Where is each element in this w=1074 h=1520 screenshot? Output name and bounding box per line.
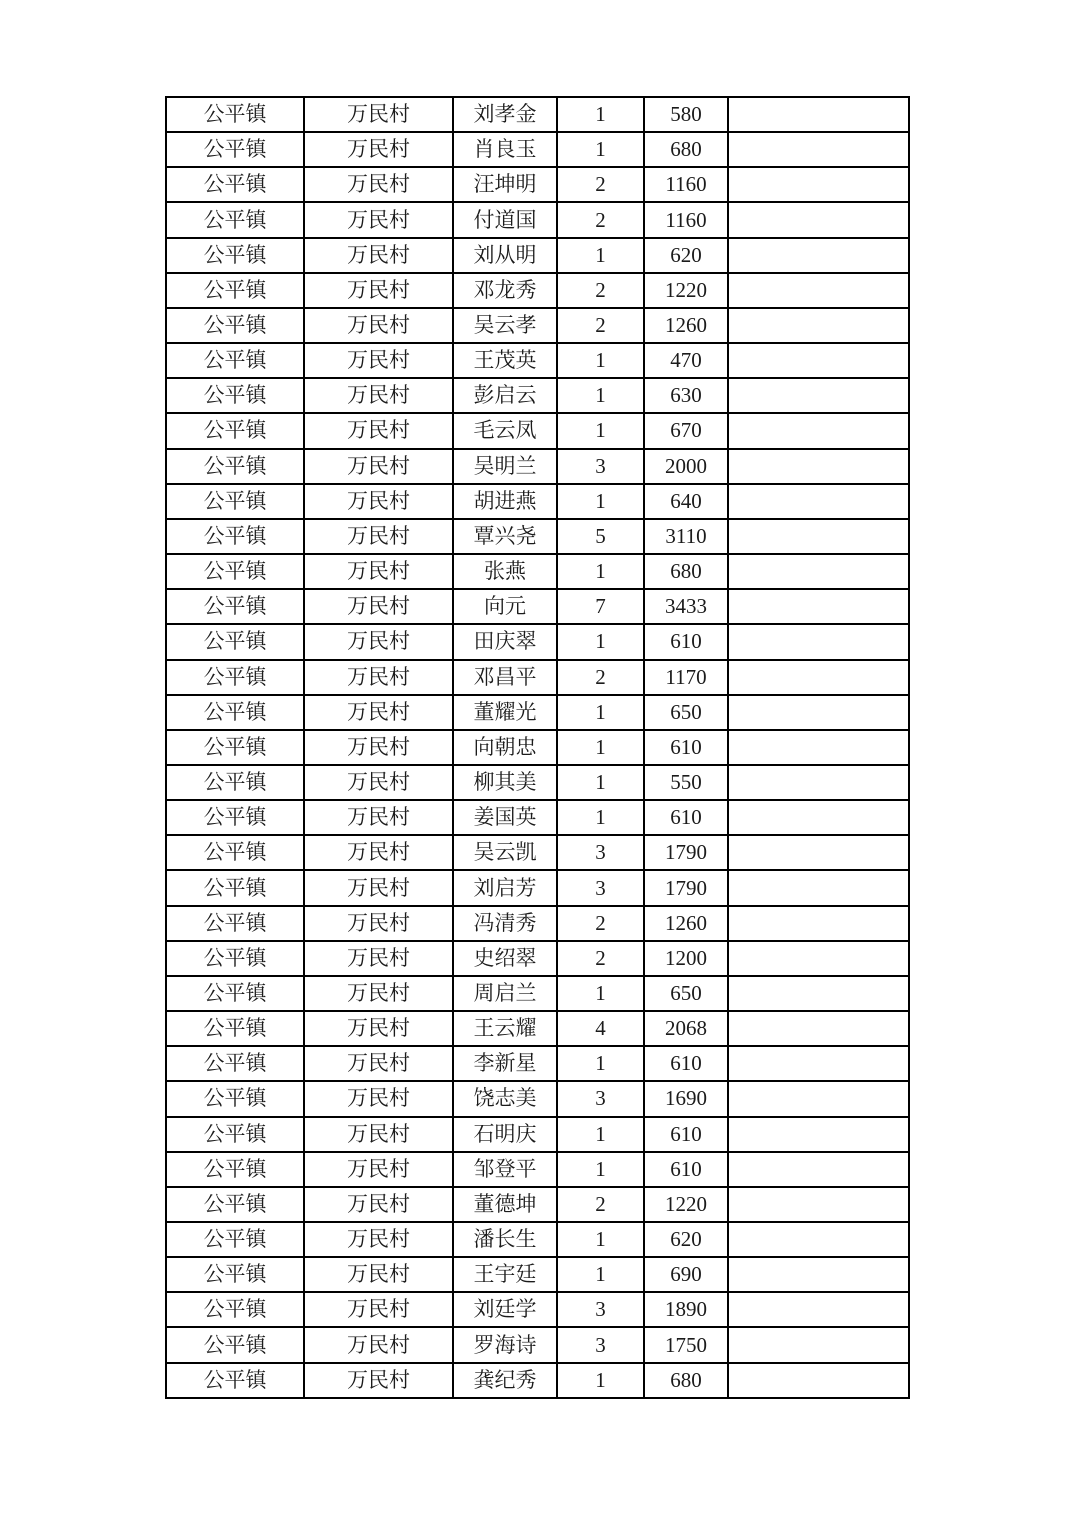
cell-amount: 670 — [644, 413, 728, 448]
cell-village: 万民村 — [304, 519, 453, 554]
cell-count: 5 — [557, 519, 644, 554]
cell-amount: 1200 — [644, 941, 728, 976]
cell-name: 王云耀 — [453, 1011, 557, 1046]
cell-amount: 610 — [644, 730, 728, 765]
cell-name: 石明庆 — [453, 1117, 557, 1152]
cell-town: 公平镇 — [166, 238, 304, 273]
cell-amount: 650 — [644, 976, 728, 1011]
cell-note — [728, 484, 909, 519]
cell-name: 邓昌平 — [453, 660, 557, 695]
cell-amount: 1890 — [644, 1292, 728, 1327]
cell-town: 公平镇 — [166, 484, 304, 519]
cell-town: 公平镇 — [166, 132, 304, 167]
cell-note — [728, 167, 909, 202]
cell-note — [728, 870, 909, 905]
cell-name: 王茂英 — [453, 343, 557, 378]
cell-name: 毛云凤 — [453, 413, 557, 448]
cell-count: 2 — [557, 273, 644, 308]
table-row — [166, 906, 909, 941]
cell-amount: 470 — [644, 343, 728, 378]
cell-town: 公平镇 — [166, 1363, 304, 1398]
cell-count: 1 — [557, 1257, 644, 1292]
cell-village: 万民村 — [304, 202, 453, 237]
cell-count: 2 — [557, 1187, 644, 1222]
cell-count: 1 — [557, 1046, 644, 1081]
cell-amount: 550 — [644, 765, 728, 800]
cell-name: 胡进燕 — [453, 484, 557, 519]
cell-count: 1 — [557, 378, 644, 413]
table-row — [166, 835, 909, 870]
cell-note — [728, 343, 909, 378]
cell-village: 万民村 — [304, 378, 453, 413]
cell-name: 刘启芳 — [453, 870, 557, 905]
cell-note — [728, 519, 909, 554]
cell-name: 柳其美 — [453, 765, 557, 800]
table-row — [166, 941, 909, 976]
table-row — [166, 624, 909, 659]
table-row — [166, 695, 909, 730]
cell-town: 公平镇 — [166, 202, 304, 237]
cell-note — [728, 97, 909, 132]
cell-count: 3 — [557, 870, 644, 905]
cell-amount: 680 — [644, 132, 728, 167]
cell-town: 公平镇 — [166, 1117, 304, 1152]
cell-count: 1 — [557, 1363, 644, 1398]
cell-note — [728, 660, 909, 695]
cell-village: 万民村 — [304, 589, 453, 624]
cell-village: 万民村 — [304, 660, 453, 695]
table-row — [166, 1327, 909, 1362]
table-row — [166, 97, 909, 132]
cell-name: 向元 — [453, 589, 557, 624]
cell-name: 姜国英 — [453, 800, 557, 835]
cell-note — [728, 132, 909, 167]
cell-name: 史绍翠 — [453, 941, 557, 976]
cell-name: 吴明兰 — [453, 449, 557, 484]
cell-amount: 2068 — [644, 1011, 728, 1046]
cell-amount: 680 — [644, 554, 728, 589]
cell-village: 万民村 — [304, 238, 453, 273]
cell-name: 邹登平 — [453, 1152, 557, 1187]
cell-amount: 580 — [644, 97, 728, 132]
cell-town: 公平镇 — [166, 1187, 304, 1222]
cell-amount: 650 — [644, 695, 728, 730]
cell-amount: 1260 — [644, 906, 728, 941]
cell-count: 1 — [557, 1152, 644, 1187]
cell-name: 饶志美 — [453, 1081, 557, 1116]
table-row — [166, 730, 909, 765]
cell-name: 吴云孝 — [453, 308, 557, 343]
cell-note — [728, 1046, 909, 1081]
table-row — [166, 449, 909, 484]
cell-count: 4 — [557, 1011, 644, 1046]
cell-name: 冯清秀 — [453, 906, 557, 941]
cell-name: 潘长生 — [453, 1222, 557, 1257]
cell-amount: 610 — [644, 1152, 728, 1187]
cell-count: 1 — [557, 238, 644, 273]
table-row — [166, 1011, 909, 1046]
cell-town: 公平镇 — [166, 519, 304, 554]
cell-name: 肖良玉 — [453, 132, 557, 167]
cell-village: 万民村 — [304, 1011, 453, 1046]
cell-village: 万民村 — [304, 484, 453, 519]
cell-note — [728, 1187, 909, 1222]
cell-count: 1 — [557, 132, 644, 167]
cell-note — [728, 941, 909, 976]
cell-town: 公平镇 — [166, 449, 304, 484]
cell-amount: 1220 — [644, 273, 728, 308]
cell-count: 1 — [557, 484, 644, 519]
cell-town: 公平镇 — [166, 835, 304, 870]
cell-village: 万民村 — [304, 906, 453, 941]
cell-town: 公平镇 — [166, 906, 304, 941]
cell-name: 张燕 — [453, 554, 557, 589]
cell-count: 3 — [557, 1292, 644, 1327]
cell-town: 公平镇 — [166, 343, 304, 378]
table-row — [166, 1187, 909, 1222]
cell-count: 7 — [557, 589, 644, 624]
cell-town: 公平镇 — [166, 1257, 304, 1292]
cell-village: 万民村 — [304, 413, 453, 448]
cell-count: 1 — [557, 1222, 644, 1257]
cell-town: 公平镇 — [166, 1081, 304, 1116]
cell-town: 公平镇 — [166, 1292, 304, 1327]
cell-town: 公平镇 — [166, 589, 304, 624]
cell-name: 王宇廷 — [453, 1257, 557, 1292]
cell-note — [728, 413, 909, 448]
cell-amount: 3110 — [644, 519, 728, 554]
cell-note — [728, 800, 909, 835]
table-row — [166, 1046, 909, 1081]
cell-town: 公平镇 — [166, 730, 304, 765]
cell-town: 公平镇 — [166, 695, 304, 730]
cell-village: 万民村 — [304, 730, 453, 765]
cell-village: 万民村 — [304, 1363, 453, 1398]
table-row — [166, 1081, 909, 1116]
cell-name: 董德坤 — [453, 1187, 557, 1222]
cell-town: 公平镇 — [166, 554, 304, 589]
cell-name: 付道国 — [453, 202, 557, 237]
cell-count: 1 — [557, 554, 644, 589]
cell-count: 1 — [557, 343, 644, 378]
cell-village: 万民村 — [304, 167, 453, 202]
cell-note — [728, 589, 909, 624]
cell-amount: 610 — [644, 1046, 728, 1081]
cell-name: 覃兴尧 — [453, 519, 557, 554]
cell-note — [728, 1292, 909, 1327]
cell-note — [728, 1363, 909, 1398]
table-row — [166, 343, 909, 378]
cell-name: 罗海诗 — [453, 1327, 557, 1362]
cell-town: 公平镇 — [166, 870, 304, 905]
cell-name: 邓龙秀 — [453, 273, 557, 308]
cell-town: 公平镇 — [166, 1152, 304, 1187]
cell-village: 万民村 — [304, 835, 453, 870]
cell-amount: 1260 — [644, 308, 728, 343]
cell-town: 公平镇 — [166, 800, 304, 835]
cell-count: 3 — [557, 1327, 644, 1362]
cell-village: 万民村 — [304, 554, 453, 589]
cell-name: 向朝忠 — [453, 730, 557, 765]
cell-amount: 1690 — [644, 1081, 728, 1116]
cell-count: 1 — [557, 413, 644, 448]
cell-amount: 1160 — [644, 167, 728, 202]
cell-count: 2 — [557, 202, 644, 237]
table-row — [166, 976, 909, 1011]
cell-village: 万民村 — [304, 449, 453, 484]
cell-amount: 1750 — [644, 1327, 728, 1362]
cell-amount: 610 — [644, 1117, 728, 1152]
payment-table — [165, 96, 910, 1399]
table-row — [166, 484, 909, 519]
table-row — [166, 273, 909, 308]
cell-note — [728, 202, 909, 237]
cell-note — [728, 624, 909, 659]
cell-town: 公平镇 — [166, 1046, 304, 1081]
cell-village: 万民村 — [304, 1327, 453, 1362]
table-row — [166, 132, 909, 167]
cell-count: 1 — [557, 695, 644, 730]
cell-amount: 690 — [644, 1257, 728, 1292]
cell-note — [728, 1257, 909, 1292]
cell-town: 公平镇 — [166, 273, 304, 308]
cell-name: 刘从明 — [453, 238, 557, 273]
payment-table-body — [166, 97, 909, 1398]
cell-village: 万民村 — [304, 695, 453, 730]
table-row — [166, 519, 909, 554]
cell-village: 万民村 — [304, 1222, 453, 1257]
cell-note — [728, 1222, 909, 1257]
cell-town: 公平镇 — [166, 167, 304, 202]
cell-count: 3 — [557, 449, 644, 484]
cell-name: 龚纪秀 — [453, 1363, 557, 1398]
cell-note — [728, 308, 909, 343]
cell-amount: 1790 — [644, 870, 728, 905]
cell-name: 汪坤明 — [453, 167, 557, 202]
table-row — [166, 308, 909, 343]
cell-note — [728, 1011, 909, 1046]
cell-count: 3 — [557, 1081, 644, 1116]
table-row — [166, 1222, 909, 1257]
table-row — [166, 1257, 909, 1292]
cell-town: 公平镇 — [166, 413, 304, 448]
cell-village: 万民村 — [304, 1292, 453, 1327]
cell-town: 公平镇 — [166, 308, 304, 343]
cell-count: 1 — [557, 976, 644, 1011]
cell-town: 公平镇 — [166, 624, 304, 659]
cell-note — [728, 730, 909, 765]
cell-note — [728, 378, 909, 413]
cell-count: 2 — [557, 660, 644, 695]
cell-town: 公平镇 — [166, 765, 304, 800]
cell-village: 万民村 — [304, 870, 453, 905]
cell-name: 吴云凯 — [453, 835, 557, 870]
cell-town: 公平镇 — [166, 976, 304, 1011]
cell-town: 公平镇 — [166, 660, 304, 695]
cell-name: 田庆翠 — [453, 624, 557, 659]
cell-note — [728, 238, 909, 273]
cell-name: 董耀光 — [453, 695, 557, 730]
table-row — [166, 800, 909, 835]
cell-note — [728, 976, 909, 1011]
cell-amount: 3433 — [644, 589, 728, 624]
cell-amount: 630 — [644, 378, 728, 413]
cell-note — [728, 835, 909, 870]
cell-name: 李新星 — [453, 1046, 557, 1081]
cell-count: 2 — [557, 167, 644, 202]
table-row — [166, 554, 909, 589]
cell-village: 万民村 — [304, 976, 453, 1011]
cell-count: 1 — [557, 97, 644, 132]
cell-count: 2 — [557, 906, 644, 941]
cell-amount: 1790 — [644, 835, 728, 870]
cell-village: 万民村 — [304, 1046, 453, 1081]
table-row — [166, 202, 909, 237]
cell-count: 1 — [557, 765, 644, 800]
cell-name: 刘廷学 — [453, 1292, 557, 1327]
cell-amount: 610 — [644, 624, 728, 659]
cell-town: 公平镇 — [166, 1011, 304, 1046]
cell-village: 万民村 — [304, 1187, 453, 1222]
cell-village: 万民村 — [304, 624, 453, 659]
table-row — [166, 765, 909, 800]
cell-name: 刘孝金 — [453, 97, 557, 132]
table-row — [166, 1363, 909, 1398]
cell-amount: 620 — [644, 238, 728, 273]
table-row — [166, 1117, 909, 1152]
cell-note — [728, 1152, 909, 1187]
cell-amount: 2000 — [644, 449, 728, 484]
cell-count: 2 — [557, 308, 644, 343]
cell-village: 万民村 — [304, 308, 453, 343]
cell-village: 万民村 — [304, 765, 453, 800]
table-row — [166, 1292, 909, 1327]
cell-village: 万民村 — [304, 132, 453, 167]
cell-amount: 620 — [644, 1222, 728, 1257]
cell-count: 2 — [557, 941, 644, 976]
cell-note — [728, 554, 909, 589]
cell-village: 万民村 — [304, 941, 453, 976]
cell-count: 1 — [557, 624, 644, 659]
table-row — [166, 378, 909, 413]
table-row — [166, 660, 909, 695]
cell-town: 公平镇 — [166, 378, 304, 413]
cell-village: 万民村 — [304, 800, 453, 835]
cell-amount: 680 — [644, 1363, 728, 1398]
cell-village: 万民村 — [304, 343, 453, 378]
cell-note — [728, 1081, 909, 1116]
cell-note — [728, 449, 909, 484]
cell-amount: 1220 — [644, 1187, 728, 1222]
table-row — [166, 870, 909, 905]
cell-note — [728, 1327, 909, 1362]
table-row — [166, 413, 909, 448]
cell-note — [728, 906, 909, 941]
cell-count: 1 — [557, 1117, 644, 1152]
cell-village: 万民村 — [304, 1152, 453, 1187]
cell-village: 万民村 — [304, 1257, 453, 1292]
cell-village: 万民村 — [304, 1117, 453, 1152]
table-row — [166, 1152, 909, 1187]
table-row — [166, 589, 909, 624]
cell-count: 1 — [557, 800, 644, 835]
cell-village: 万民村 — [304, 1081, 453, 1116]
cell-count: 1 — [557, 730, 644, 765]
cell-village: 万民村 — [304, 97, 453, 132]
cell-note — [728, 273, 909, 308]
cell-name: 周启兰 — [453, 976, 557, 1011]
cell-amount: 610 — [644, 800, 728, 835]
cell-town: 公平镇 — [166, 941, 304, 976]
cell-note — [728, 695, 909, 730]
cell-village: 万民村 — [304, 273, 453, 308]
cell-name: 彭启云 — [453, 378, 557, 413]
cell-note — [728, 765, 909, 800]
cell-amount: 1170 — [644, 660, 728, 695]
cell-count: 3 — [557, 835, 644, 870]
table-row — [166, 167, 909, 202]
table-row — [166, 238, 909, 273]
cell-town: 公平镇 — [166, 97, 304, 132]
cell-amount: 1160 — [644, 202, 728, 237]
cell-town: 公平镇 — [166, 1222, 304, 1257]
cell-amount: 640 — [644, 484, 728, 519]
cell-town: 公平镇 — [166, 1327, 304, 1362]
cell-note — [728, 1117, 909, 1152]
